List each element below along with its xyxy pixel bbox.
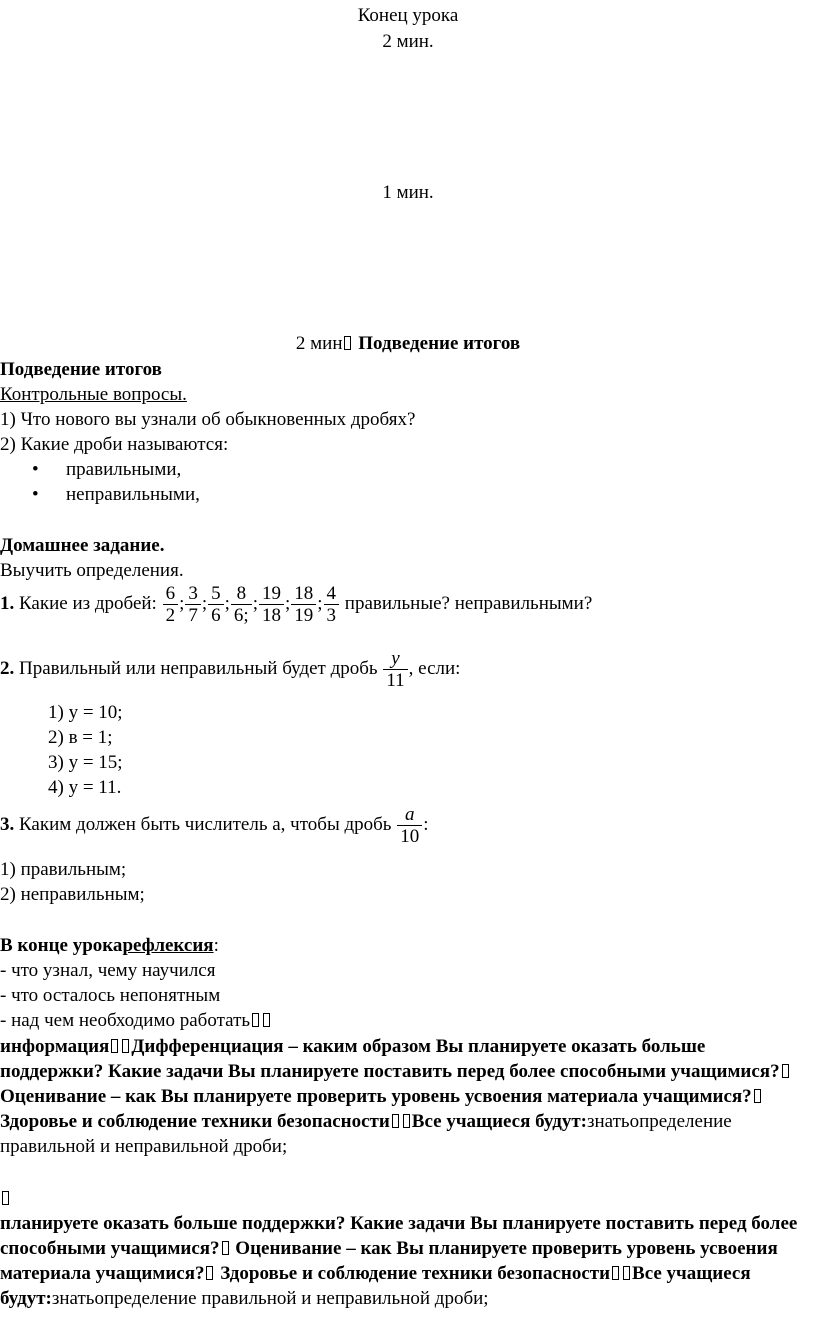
block-text: Здоровье и соблюдение техники безопасности bbox=[215, 1263, 611, 1284]
missing-glyph-icon bbox=[623, 1266, 630, 1280]
block-text: Все учащиеся будут: bbox=[411, 1111, 587, 1132]
task-3 bbox=[0, 804, 812, 847]
fraction-numerator: y bbox=[391, 648, 400, 669]
fraction-numerator: 6 bbox=[163, 583, 179, 605]
fraction-denominator: 3 bbox=[326, 605, 337, 626]
missing-glyph-icon bbox=[392, 1114, 399, 1128]
fraction-numerator: a bbox=[404, 804, 415, 825]
block-text: Все учащиеся будут: bbox=[0, 1263, 751, 1309]
fraction-numerator: 19 bbox=[259, 583, 284, 605]
fraction-denominator: 6 bbox=[211, 605, 221, 626]
fraction-separator: ; bbox=[284, 592, 291, 614]
list-item: - что осталось непонятным bbox=[0, 985, 221, 1006]
block-text: знатьопределение правильной и неправильной дроби; bbox=[51, 1288, 489, 1309]
header-line-time-2: 2 мин. bbox=[382, 31, 434, 52]
fraction-numerator: 5 bbox=[208, 583, 224, 605]
list-item: 4) у = 11. bbox=[48, 777, 122, 798]
fraction-denominator: 2 bbox=[165, 605, 176, 626]
missing-glyph-icon bbox=[2, 1191, 9, 1205]
control-questions-label: Контрольные вопросы. bbox=[0, 384, 187, 405]
missing-glyph-icon bbox=[111, 1039, 118, 1053]
fraction bbox=[259, 583, 284, 626]
task-2-list bbox=[0, 700, 812, 800]
missing-glyph-icon bbox=[403, 1114, 410, 1128]
question-2: 2) Какие дроби называются: bbox=[0, 434, 229, 455]
header-time: 2 мин bbox=[295, 333, 343, 354]
summary-title: Подведение итогов bbox=[0, 359, 162, 380]
header-line-summary bbox=[0, 331, 816, 356]
task-1-question: правильные? неправильными? bbox=[340, 592, 593, 614]
block-text: Оценивание – как Вы планируете проверить уровень усвоения материала учащимися? bbox=[0, 1238, 778, 1284]
list-item: - что узнал, чему научился bbox=[0, 960, 216, 981]
list-item: 1) правильным; bbox=[0, 859, 127, 880]
header-line-time-1: 1 мин. bbox=[382, 182, 434, 203]
fraction-denominator: 19 bbox=[294, 605, 314, 626]
homework-learn: Выучить определения. bbox=[0, 560, 184, 581]
task-3-text: Каким должен быть числитель а, чтобы дробь bbox=[14, 813, 397, 835]
missing-glyph-icon bbox=[252, 1013, 259, 1027]
block-text: Дифференциация – каким образом Вы планируете оказать больше поддержки? Какие задачи Вы планируете поставить перед более способными учащимися? bbox=[0, 1036, 780, 1082]
homework-title: Домашнее задание. bbox=[0, 535, 165, 556]
list-item: 2) в = 1; bbox=[48, 727, 113, 748]
missing-glyph-icon bbox=[263, 1013, 270, 1027]
task-3-list bbox=[0, 857, 812, 907]
task-3-number: 3. bbox=[0, 813, 15, 835]
fraction-denominator: 18 bbox=[261, 605, 281, 626]
block-text: информация bbox=[0, 1036, 110, 1057]
task-3-colon: : bbox=[423, 813, 429, 835]
fraction-denominator: 7 bbox=[188, 605, 198, 626]
reflection-item-text: - над чем необходимо работать bbox=[0, 1010, 251, 1031]
block-text: Здоровье и соблюдение техники безопасности bbox=[0, 1111, 390, 1132]
fraction bbox=[291, 583, 316, 626]
fraction-denominator: 10 bbox=[400, 826, 420, 847]
reflection-lead-bold: В конце урока bbox=[0, 935, 123, 956]
list-item bbox=[0, 1008, 812, 1033]
list-item: 1) у = 10; bbox=[48, 702, 123, 723]
list-item: • правильными, bbox=[0, 457, 812, 482]
fraction-separator: ; bbox=[317, 592, 323, 614]
fraction bbox=[324, 583, 340, 626]
fraction-separator: ; bbox=[201, 592, 208, 614]
header-line-end: Конец урока bbox=[357, 5, 459, 26]
task-2 bbox=[0, 648, 812, 691]
fraction bbox=[208, 583, 224, 626]
fraction-types-list bbox=[0, 457, 812, 507]
missing-glyph-icon bbox=[754, 1089, 761, 1103]
task-1-number: 1. bbox=[0, 592, 15, 614]
task-3-fraction bbox=[397, 804, 422, 847]
missing-glyph-icon bbox=[344, 336, 351, 350]
fraction-separator: ; bbox=[224, 592, 230, 614]
fraction-denominator: 11 bbox=[386, 670, 405, 691]
missing-glyph-icon bbox=[612, 1266, 619, 1280]
fraction-numerator: 4 bbox=[324, 583, 340, 605]
reflection-section bbox=[0, 933, 812, 1033]
header-summary-title: Подведение итогов bbox=[358, 333, 521, 354]
task-1-text: Какие из дробей: bbox=[14, 592, 162, 614]
fraction-numerator: 3 bbox=[185, 583, 201, 605]
block-text: знатьопределение правильной и неправильной дроби; bbox=[0, 1111, 732, 1157]
question-1: 1) Что нового вы узнали об обыкновенных дробях? bbox=[0, 409, 416, 430]
homework-section bbox=[0, 533, 812, 583]
lesson-plan-block-1 bbox=[0, 1034, 812, 1159]
block-text: планируете оказать больше поддержки? Какие задачи Вы планируете поставить перед более способными учащимися? bbox=[0, 1213, 798, 1259]
fraction bbox=[185, 583, 201, 626]
block-text: Оценивание – как Вы планируете проверить уровень усвоения материала учащимися? bbox=[0, 1086, 752, 1107]
missing-glyph-icon bbox=[206, 1266, 213, 1280]
list-item: • неправильными, bbox=[0, 482, 812, 507]
fraction-numerator: 8 bbox=[231, 583, 252, 605]
fraction bbox=[163, 583, 179, 626]
fraction-separator: ; bbox=[179, 592, 185, 614]
lesson-plan-block-2 bbox=[0, 1211, 812, 1311]
reflection-keyword: рефлексия bbox=[122, 935, 214, 956]
list-item: 2) неправильным; bbox=[0, 884, 145, 905]
fraction-separator: ; bbox=[252, 592, 258, 614]
reflection-lead bbox=[0, 933, 812, 958]
missing-glyph-icon bbox=[222, 1241, 229, 1255]
task-2-fraction bbox=[383, 648, 407, 691]
fraction-denominator: 6; bbox=[233, 605, 249, 626]
list-item: 3) у = 15; bbox=[48, 752, 123, 773]
task-1 bbox=[0, 583, 812, 626]
reflection-colon: : bbox=[213, 935, 219, 956]
summary-section bbox=[0, 357, 812, 507]
fraction bbox=[231, 583, 252, 626]
task-1-fractions bbox=[162, 583, 340, 626]
fraction-numerator: 18 bbox=[291, 583, 316, 605]
missing-glyph-icon bbox=[122, 1039, 129, 1053]
stray-glyph-line bbox=[0, 1186, 812, 1211]
task-2-text: Правильный или неправильный будет дробь bbox=[14, 657, 383, 679]
task-2-condition: , если: bbox=[408, 657, 461, 679]
task-2-number: 2. bbox=[0, 657, 15, 679]
missing-glyph-icon bbox=[782, 1064, 789, 1078]
